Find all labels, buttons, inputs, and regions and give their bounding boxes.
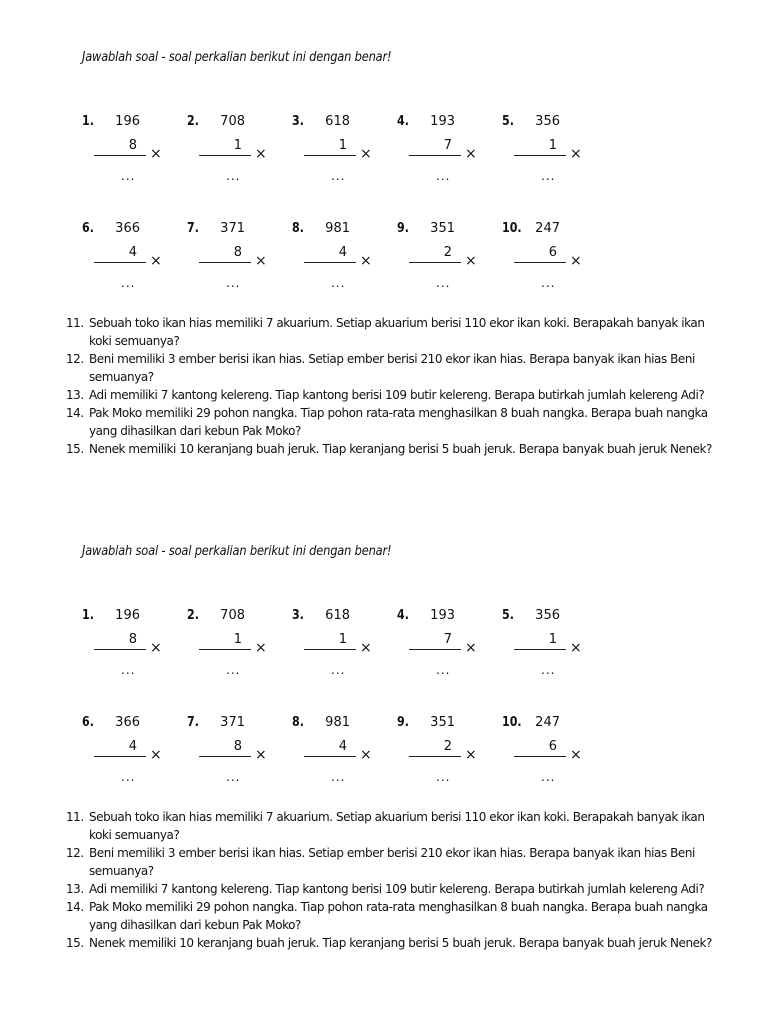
answer-placeholder: ...	[541, 169, 556, 183]
worksheet	[0, 494, 768, 964]
answer-placeholder: ...	[436, 276, 451, 290]
multiplier: 7	[443, 138, 452, 153]
answer-placeholder: ...	[331, 770, 346, 784]
multiplication-problem	[397, 221, 497, 301]
word-problem-number: 14.	[66, 406, 84, 420]
multiplication-problem	[502, 608, 602, 688]
answer-placeholder: ...	[121, 663, 136, 677]
answer-line	[304, 155, 356, 156]
answer-placeholder: ...	[121, 770, 136, 784]
word-problem	[66, 880, 726, 898]
multiplicand: 193	[430, 608, 455, 623]
multiplicand: 193	[430, 114, 455, 129]
multiplication-problem	[397, 715, 497, 795]
answer-line	[94, 155, 146, 156]
multiplication-problem	[292, 221, 392, 301]
multiplication-problem	[397, 608, 497, 688]
times-icon: ×	[150, 747, 162, 763]
answer-placeholder: ...	[436, 770, 451, 784]
answer-line	[514, 649, 566, 650]
multiplier: 8	[233, 739, 242, 754]
multiplier: 7	[443, 632, 452, 647]
multiplicand: 196	[115, 114, 140, 129]
answer-line	[94, 262, 146, 263]
multiplicand: 981	[325, 715, 350, 730]
problem-number: 4.	[397, 608, 409, 623]
multiplier: 4	[128, 245, 137, 260]
answer-line	[199, 262, 251, 263]
worksheet	[0, 0, 768, 470]
problem-number: 5.	[502, 608, 514, 623]
answer-line	[94, 756, 146, 757]
problem-number: 9.	[397, 221, 409, 236]
word-problem-number: 14.	[66, 900, 84, 914]
answer-line	[409, 756, 461, 757]
answer-placeholder: ...	[436, 169, 451, 183]
word-problem	[66, 440, 726, 458]
times-icon: ×	[360, 253, 372, 269]
multiplicand: 618	[325, 114, 350, 129]
word-problem-text: Nenek memiliki 10 keranjang buah jeruk. Tiap keranjang berisi 5 buah jeruk. Berapa banyak buah jeruk Nenek?	[89, 936, 712, 950]
answer-placeholder: ...	[541, 770, 556, 784]
problem-number: 2.	[187, 608, 199, 623]
times-icon: ×	[360, 146, 372, 162]
word-problem-text: Nenek memiliki 10 keranjang buah jeruk. Tiap keranjang berisi 5 buah jeruk. Berapa banyak buah jeruk Nenek?	[89, 442, 712, 456]
answer-line	[304, 649, 356, 650]
problem-number: 2.	[187, 114, 199, 129]
problem-number: 10.	[502, 221, 522, 236]
word-problem	[66, 898, 726, 934]
problem-number: 10.	[502, 715, 522, 730]
word-problem-number: 15.	[66, 936, 84, 950]
multiplier: 8	[128, 632, 137, 647]
times-icon: ×	[465, 146, 477, 162]
times-icon: ×	[255, 253, 267, 269]
problem-number: 3.	[292, 608, 304, 623]
problem-number: 8.	[292, 715, 304, 730]
times-icon: ×	[255, 747, 267, 763]
problem-number: 7.	[187, 715, 199, 730]
multiplication-problem	[397, 114, 497, 194]
multiplier: 2	[443, 739, 452, 754]
word-problem	[66, 404, 726, 440]
multiplication-problem	[292, 715, 392, 795]
multiplier: 4	[338, 245, 347, 260]
times-icon: ×	[570, 253, 582, 269]
times-icon: ×	[570, 747, 582, 763]
word-problem-text: Beni memiliki 3 ember berisi ikan hias. Setiap ember berisi 210 ekor ikan hias. Berapa banyak ikan hias Beni semuanya?	[89, 846, 695, 878]
times-icon: ×	[465, 747, 477, 763]
answer-line	[94, 649, 146, 650]
multiplication-problem	[82, 715, 182, 795]
multiplicand: 371	[220, 221, 245, 236]
multiplier: 6	[548, 739, 557, 754]
multiplier: 1	[548, 632, 557, 647]
answer-placeholder: ...	[121, 276, 136, 290]
times-icon: ×	[255, 146, 267, 162]
word-problem-number: 12.	[66, 352, 84, 366]
problem-number: 9.	[397, 715, 409, 730]
word-problem-list	[66, 808, 726, 952]
multiplicand: 356	[535, 114, 560, 129]
times-icon: ×	[570, 146, 582, 162]
word-problem-number: 11.	[66, 810, 84, 824]
multiplier: 8	[128, 138, 137, 153]
answer-placeholder: ...	[331, 169, 346, 183]
multiplicand: 708	[220, 608, 245, 623]
problem-number: 4.	[397, 114, 409, 129]
answer-placeholder: ...	[331, 663, 346, 677]
problem-number: 6.	[82, 221, 94, 236]
multiplication-problem	[502, 221, 602, 301]
word-problem	[66, 350, 726, 386]
answer-line	[199, 756, 251, 757]
answer-line	[514, 262, 566, 263]
word-problem-text: Sebuah toko ikan hias memiliki 7 akuarium. Setiap akuarium berisi 110 ekor ikan koki. Berapakah banyak ikan koki semuanya?	[89, 810, 705, 842]
multiplication-problem	[292, 114, 392, 194]
multiplicand: 196	[115, 608, 140, 623]
multiplication-problem	[82, 221, 182, 301]
multiplier: 1	[338, 138, 347, 153]
answer-line	[199, 155, 251, 156]
word-problem	[66, 808, 726, 844]
multiplier: 2	[443, 245, 452, 260]
word-problem-list	[66, 314, 726, 458]
word-problem-text: Beni memiliki 3 ember berisi ikan hias. Setiap ember berisi 210 ekor ikan hias. Berapa banyak ikan hias Beni semuanya?	[89, 352, 695, 384]
times-icon: ×	[150, 253, 162, 269]
times-icon: ×	[360, 747, 372, 763]
word-problem-text: Adi memiliki 7 kantong kelereng. Tiap kantong berisi 109 butir kelereng. Berapa butirkah jumlah kelereng Adi?	[89, 388, 705, 402]
multiplicand: 356	[535, 608, 560, 623]
answer-line	[304, 756, 356, 757]
word-problem	[66, 934, 726, 952]
answer-placeholder: ...	[331, 276, 346, 290]
times-icon: ×	[465, 253, 477, 269]
word-problem-text: Pak Moko memiliki 29 pohon nangka. Tiap pohon rata-rata menghasilkan 8 buah nangka. Berapa buah nangka yang dihasilkan dari kebun Pak Moko?	[89, 900, 708, 932]
multiplicand: 981	[325, 221, 350, 236]
answer-line	[409, 155, 461, 156]
problem-number: 1.	[82, 608, 94, 623]
answer-line	[199, 649, 251, 650]
word-problem	[66, 844, 726, 880]
multiplicand: 366	[115, 715, 140, 730]
multiplication-problem	[187, 608, 287, 688]
answer-placeholder: ...	[541, 663, 556, 677]
word-problem-number: 15.	[66, 442, 84, 456]
word-problem	[66, 314, 726, 350]
multiplier: 6	[548, 245, 557, 260]
answer-placeholder: ...	[226, 770, 241, 784]
answer-placeholder: ...	[121, 169, 136, 183]
multiplication-problem	[502, 715, 602, 795]
multiplicand: 366	[115, 221, 140, 236]
problem-number: 7.	[187, 221, 199, 236]
problem-number: 1.	[82, 114, 94, 129]
times-icon: ×	[255, 640, 267, 656]
answer-line	[409, 649, 461, 650]
problem-number: 5.	[502, 114, 514, 129]
word-problem-text: Adi memiliki 7 kantong kelereng. Tiap kantong berisi 109 butir kelereng. Berapa butirkah jumlah kelereng Adi?	[89, 882, 705, 896]
multiplicand: 618	[325, 608, 350, 623]
answer-placeholder: ...	[226, 169, 241, 183]
multiplier: 1	[548, 138, 557, 153]
problem-number: 8.	[292, 221, 304, 236]
answer-placeholder: ...	[541, 276, 556, 290]
multiplier: 4	[128, 739, 137, 754]
multiplication-problem	[187, 715, 287, 795]
problem-number: 6.	[82, 715, 94, 730]
multiplication-problem	[82, 608, 182, 688]
answer-line	[304, 262, 356, 263]
multiplication-problem	[82, 114, 182, 194]
word-problem-text: Sebuah toko ikan hias memiliki 7 akuarium. Setiap akuarium berisi 110 ekor ikan koki. Berapakah banyak ikan koki semuanya?	[89, 316, 705, 348]
worksheet-title: Jawablah soal - soal perkalian berikut ini dengan benar!	[82, 544, 392, 559]
answer-placeholder: ...	[226, 663, 241, 677]
word-problem-number: 11.	[66, 316, 84, 330]
answer-placeholder: ...	[436, 663, 451, 677]
word-problem-number: 12.	[66, 846, 84, 860]
multiplicand: 351	[430, 221, 455, 236]
multiplication-problem	[187, 221, 287, 301]
multiplier: 8	[233, 245, 242, 260]
times-icon: ×	[570, 640, 582, 656]
multiplication-problem	[502, 114, 602, 194]
answer-placeholder: ...	[226, 276, 241, 290]
multiplier: 1	[233, 632, 242, 647]
worksheet-title: Jawablah soal - soal perkalian berikut ini dengan benar!	[82, 50, 392, 65]
multiplier: 4	[338, 739, 347, 754]
multiplier: 1	[338, 632, 347, 647]
times-icon: ×	[360, 640, 372, 656]
answer-line	[409, 262, 461, 263]
multiplication-problem	[292, 608, 392, 688]
times-icon: ×	[150, 640, 162, 656]
multiplicand: 708	[220, 114, 245, 129]
answer-line	[514, 155, 566, 156]
multiplicand: 371	[220, 715, 245, 730]
multiplication-problem	[187, 114, 287, 194]
answer-line	[514, 756, 566, 757]
word-problem-number: 13.	[66, 882, 84, 896]
multiplicand: 247	[535, 221, 560, 236]
times-icon: ×	[465, 640, 477, 656]
word-problem-number: 13.	[66, 388, 84, 402]
times-icon: ×	[150, 146, 162, 162]
multiplicand: 247	[535, 715, 560, 730]
multiplicand: 351	[430, 715, 455, 730]
multiplier: 1	[233, 138, 242, 153]
problem-number: 3.	[292, 114, 304, 129]
word-problem-text: Pak Moko memiliki 29 pohon nangka. Tiap pohon rata-rata menghasilkan 8 buah nangka. Berapa buah nangka yang dihasilkan dari kebun Pak Moko?	[89, 406, 708, 438]
word-problem	[66, 386, 726, 404]
